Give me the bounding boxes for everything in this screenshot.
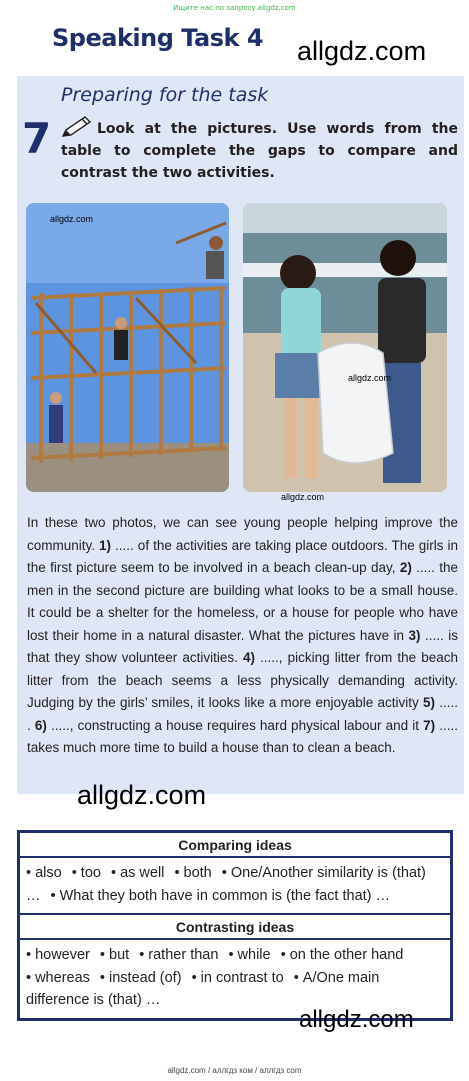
phrase-table — [17, 830, 453, 1021]
gap-6: 6) — [34, 717, 47, 733]
comparing-item-text: What they both have in common is (the fact that) … — [59, 887, 391, 904]
photo-1-watermark: allgdz.com — [50, 214, 94, 224]
bullet-icon: • — [26, 865, 32, 881]
contrasting-item-text: on the other hand — [289, 947, 404, 963]
contrasting-item — [192, 970, 284, 986]
contrasting-item — [100, 970, 182, 986]
passage-segment: ..... is that they show volunteer activities. — [27, 627, 458, 665]
passage-segment: In these two photos, we can see young people helping improve the community. — [27, 515, 458, 553]
gap-3: 3) — [408, 627, 421, 643]
task-number: 7 — [22, 114, 52, 163]
contrasting-item — [139, 947, 218, 963]
comparing-item — [72, 865, 101, 881]
bullet-icon: • — [280, 947, 286, 963]
contrasting-item-text: instead (of) — [109, 969, 182, 986]
comparing-item-text: too — [80, 865, 101, 881]
bullet-icon: • — [99, 947, 105, 963]
gap-1: 1) — [99, 537, 112, 553]
gap-5: 5) — [423, 695, 436, 710]
comparing-item — [51, 888, 391, 904]
comparing-item-text: also — [35, 865, 62, 881]
contrasting-item — [228, 947, 270, 963]
comparing-item — [111, 865, 164, 881]
contrasting-item-text: A/One main difference is (that) … — [26, 969, 380, 1008]
comparing-item-text: as well — [120, 865, 165, 881]
bullet-icon: • — [111, 865, 117, 881]
passage-segment: ....., picking litter from the beach litter from the beach seems a less physically demanding activity. Judging by the girls’ smiles, it looks like a more enjoyable activity — [27, 650, 458, 710]
bullet-icon: • — [26, 947, 32, 963]
gap-4: 4) — [242, 650, 255, 665]
bullet-icon: • — [50, 887, 56, 904]
passage-segment: ..... . — [27, 695, 459, 733]
instruction-text: Look at the pictures. Use words from the table to complete the gaps to compare and contrast the two activities. — [61, 121, 458, 181]
photo-caption-watermark: allgdz.com — [281, 492, 325, 502]
contrasting-item-text: while — [237, 947, 271, 963]
bullet-icon: • — [228, 947, 234, 963]
passage-segment: ..... the men in the second picture are building what looks to be a small house. It could be a shelter for the homeless, or a house for people who have lost their home in a natural disaster. What the pictures have in — [27, 560, 458, 643]
comparing-item — [174, 865, 211, 881]
bullet-icon: • — [174, 865, 180, 881]
task-instruction — [61, 116, 458, 184]
contrasting-item-text: in contrast to — [200, 969, 284, 986]
top-ad-text[interactable]: Ищите нас по запросу allgdz.com — [173, 4, 296, 12]
contrasting-item-text: whereas — [35, 969, 90, 986]
comparing-item-text: One/Another similarity is (that) … — [26, 865, 426, 904]
photo-2-watermark: allgdz.com — [348, 373, 392, 383]
contrasting-item — [100, 947, 129, 963]
contrasting-heading: Contrasting ideas — [20, 913, 450, 940]
footer-links[interactable]: allgdz.com / аллгдз ком / аллгдз com — [167, 1066, 302, 1075]
task-panel — [17, 76, 464, 794]
section-subtitle: Preparing for the task — [61, 84, 269, 106]
bullet-icon: • — [71, 865, 77, 881]
contrasting-item-text: rather than — [148, 947, 219, 963]
contrasting-item-text: however — [35, 947, 90, 963]
watermark-middle: allgdz.com — [77, 780, 207, 810]
bullet-icon: • — [99, 969, 105, 986]
bullet-icon: • — [26, 969, 32, 986]
gap-7: 7) — [423, 717, 436, 733]
house-building-photo — [26, 203, 229, 492]
passage-segment: ..... of the activities are taking place outdoors. The girls in the first picture seem to be involved in a beach clean-up day, — [27, 537, 459, 575]
comparing-item — [26, 865, 62, 881]
watermark-bottom: allgdz.com — [299, 1006, 414, 1033]
comparing-heading: Comparing ideas — [20, 833, 450, 858]
watermark-top: allgdz.com — [297, 36, 427, 66]
comparing-list — [20, 858, 450, 913]
bullet-icon: • — [221, 865, 227, 881]
comparing-item-text: both — [183, 865, 212, 881]
pencil-icon — [61, 116, 91, 138]
contrasting-item — [26, 947, 90, 963]
gap-2: 2) — [399, 560, 412, 575]
bullet-icon: • — [191, 969, 197, 986]
passage-segment: ....., constructing a house requires hard physical labour and it — [46, 717, 424, 733]
bullet-icon: • — [293, 969, 299, 986]
contrasting-item-text: but — [109, 947, 130, 963]
passage-text — [27, 512, 458, 760]
page-title: Speaking Task 4 — [52, 24, 264, 52]
bullet-icon: • — [139, 947, 145, 963]
contrasting-item — [281, 947, 404, 963]
contrasting-item — [26, 970, 90, 986]
passage-segment: ..... takes much more time to build a house than to clean a beach. — [27, 717, 458, 755]
beach-cleanup-photo — [243, 203, 447, 492]
